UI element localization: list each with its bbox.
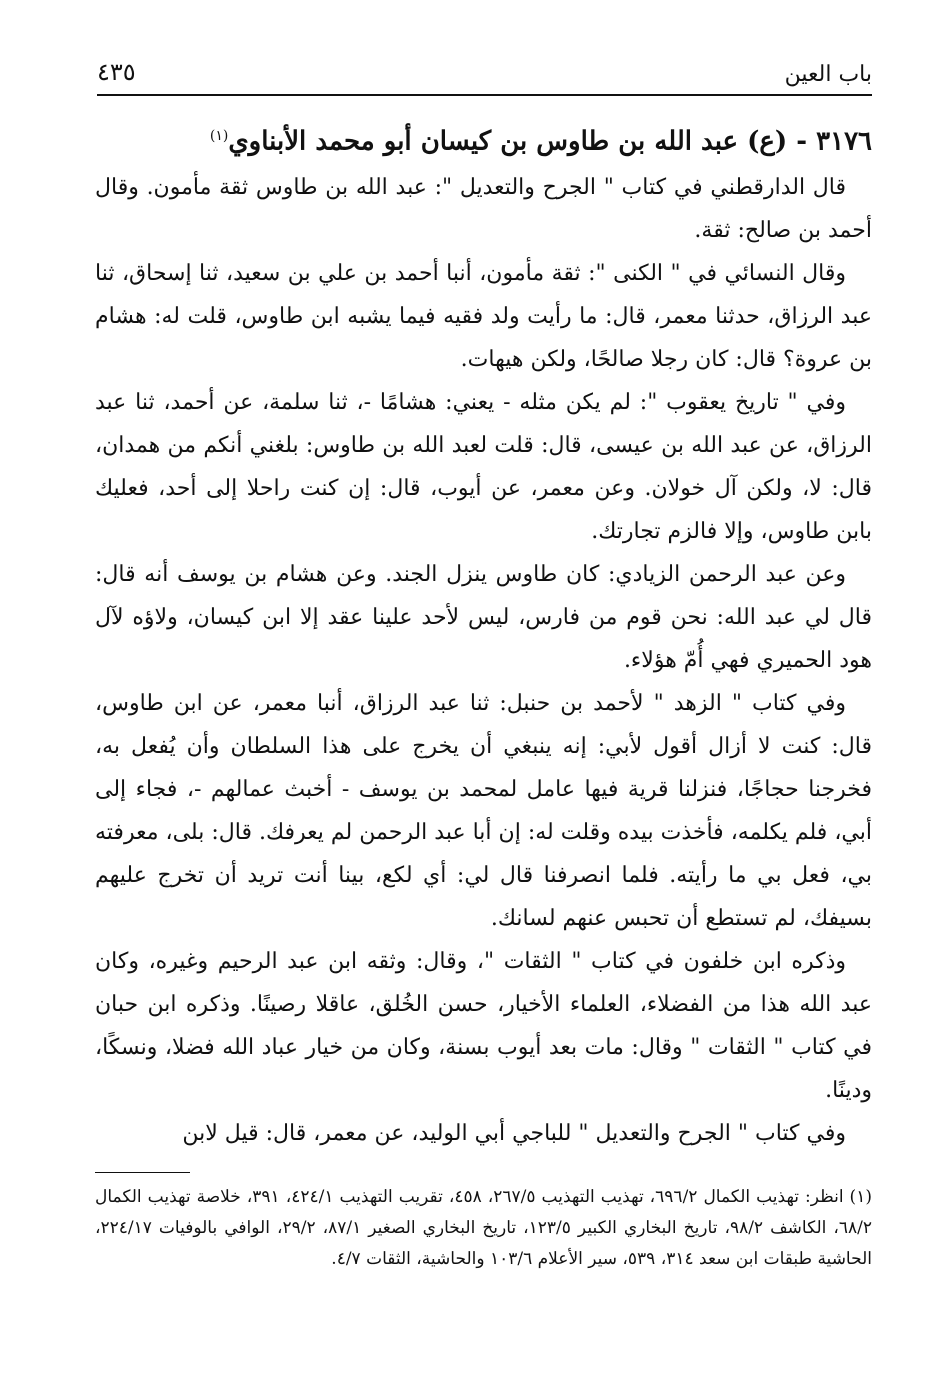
running-head: باب العين bbox=[784, 62, 872, 87]
paragraph-5: وفي كتاب " الزهد " لأحمد بن حنبل: ثنا عبد الرزاق، أنبا معمر، عن ابن طاوس، قال: كنت لا أزال أقول لأبي: إنه ينبغي أن يخرج على هذا السلطان وأن يُفعل به، فخرجنا حجاجًا، فنزلنا قرية فيها عامل لمحمد بن يوسف - أخبث عمالهم -، فجاء إلى أبي، فلم يكلمه، فأخذت بيده وقلت له: إن أبا عبد الرحمن لم يعرفك. قال: بلى، معرفته بي، فعل بي ما رأيته. فلما انصرفنا قال لي: أي لكع، بينا أنت تريد أن تخرج عليهم بسيفك، لم تستطع أن تحبس عنهم لسانك. bbox=[95, 690, 872, 931]
paragraph-1: قال الدارقطني في كتاب " الجرح والتعديل ": عبد الله بن طاوس ثقة مأمون. وقال أحمد بن صالح: ثقة. bbox=[95, 174, 872, 243]
paragraph-6: وذكره ابن خلفون في كتاب " الثقات "، وقال: وثقه ابن عبد الرحيم وغيره، وكان عبد الله هذا من الفضلاء، العلماء الأخيار، حسن الخُلق، عاقلا رصينًا. وذكره ابن حبان في كتاب " الثقات " وقال: مات بعد أيوب بسنة، وكان من خيار عباد الله فضلا، ونسكًا، ودينًا. bbox=[95, 948, 872, 1103]
paragraph-4: وعن عبد الرحمن الزيادي: كان طاوس ينزل الجند. وعن هشام بن يوسف أنه قال: قال لي عبد الله: نحن قوم من فارس، ليس لأحد علينا عقد إلا ابن كيسان، ولاؤه لآل هود الحميري فهي أُمّ هؤلاء. bbox=[95, 561, 872, 673]
footnote-marker: (١) bbox=[209, 128, 229, 144]
entry-heading-text: ٣١٧٦ - (ع) عبد الله بن طاوس بن كيسان أبو محمد الأبناوي bbox=[228, 126, 872, 157]
paragraph-7: وفي كتاب " الجرح والتعديل " للباجي أبي الوليد، عن معمر، قال: قيل لابن bbox=[182, 1120, 846, 1146]
footnote: (١) انظر: تهذيب الكمال ٦٩٦/٢، تهذيب التهذيب ٢٦٧/٥، ٤٥٨، تقريب التهذيب ٤٢٤/١، ٣٩١، خلاصة تهذيب الكمال ٦٨/٢، الكاشف ٩٨/٢، تاريخ البخاري الكبير ١٢٣/٥، تاريخ البخاري الصغير ٨٧/١، ٢٩/٢، الوافي بالوفيات ٢٢٤/١٧، الحاشية طبقات ابن سعد ٣١٤، ٥٣٩، سير الأعلام ١٠٣/٦ والحاشية، الثقات ٤/٧. bbox=[95, 1187, 873, 1269]
paragraph-2: وقال النسائي في " الكنى ": ثقة مأمون، أنبا أحمد بن علي بن سعيد، ثنا إسحاق، ثنا عبد الرزاق، حدثنا معمر، قال: ما رأيت ولد فقيه فيما يشبه ابن طاوس، قلت له: هشام بن عروة؟ قال: كان رجلا صالحًا، ولكن هيهات. bbox=[95, 260, 872, 372]
page-number: ٤٣٥ bbox=[97, 58, 136, 86]
entry-heading bbox=[95, 112, 872, 166]
footnote-divider bbox=[95, 1172, 190, 1173]
page-header bbox=[97, 54, 872, 96]
body-text bbox=[95, 112, 872, 1155]
paragraph-3: وفي " تاريخ يعقوب ": لم يكن مثله - يعني: هشامًا -، ثنا سلمة، عن أحمد، ثنا عبد الرزاق، عن عبد الله بن عيسى، قال: قلت لعبد الله بن طاوس: بلغني أنكم من همدان، قال: لا، ولكن آل خولان. وعن معمر، عن أيوب، قال: إن كنت راحلا إلى أحد، فعليك بابن طاوس، وإلا فالزم تجارتك. bbox=[95, 389, 872, 544]
